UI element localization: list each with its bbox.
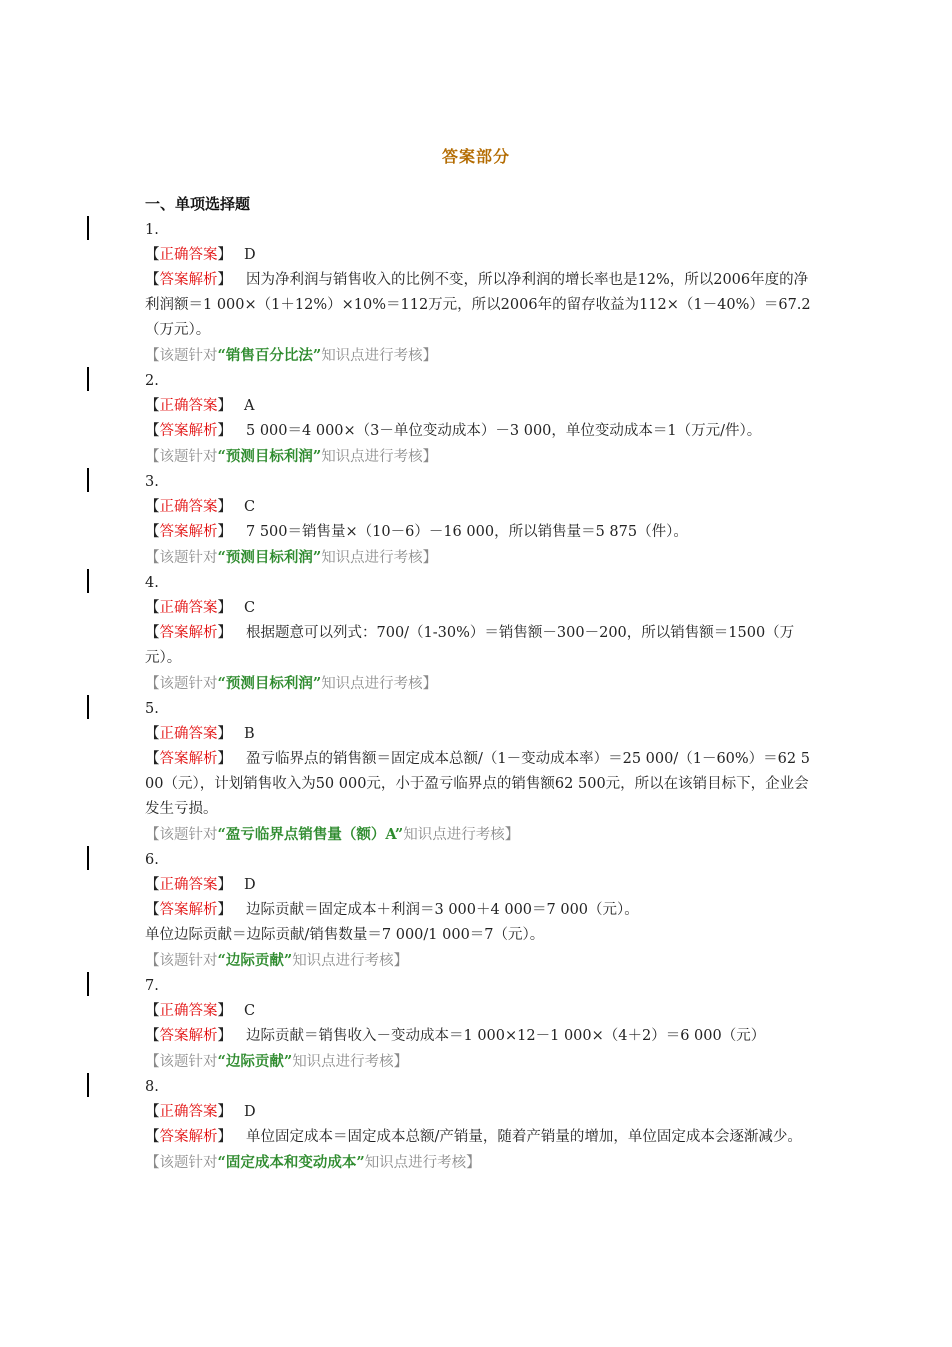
knowledge-point-name: “盈亏临界点销售量（额）A” [217,826,404,843]
analysis-label-close: 】 [217,902,232,918]
kp-prefix: 【该题针对 [145,1155,218,1171]
analysis-label: 答案解析 [159,423,218,439]
answer-line [145,394,813,419]
analysis-text: 因为净利润与销售收入的比例不变，所以净利润的增长率也是12%，所以2006年度的净利润额＝1 000×（1＋12%）×10%＝112万元，所以2006年的留存收益为112×（1－40%）＝67.2（万元）。 [145,272,811,338]
answer-label: 正确答案 [159,600,218,616]
answer-label: 正确答案 [159,877,218,893]
analysis-label-close: 】 [217,625,232,641]
question-list [145,218,813,1176]
knowledge-point-name: “固定成本和变动成本” [217,1154,365,1171]
analysis-label: 答案解析 [159,1028,218,1044]
kp-prefix: 【该题针对 [145,676,218,692]
analysis-line [145,520,813,545]
answer-value: C [244,600,256,616]
analysis-text: 5 000＝4 000×（3－单位变动成本）－3 000，单位变动成本＝1（万元/件）。 [246,423,762,439]
knowledge-point-line [145,822,813,848]
section-heading: 一、单项选择题 [145,195,251,213]
analysis-label-close: 】 [217,423,232,439]
answer-label-open: 【 [145,877,160,893]
answer-label: 正确答案 [159,398,218,414]
question-number: 3. [145,474,159,490]
revision-bar [87,468,89,492]
knowledge-point-line [145,1049,813,1075]
analysis-label: 答案解析 [159,524,218,540]
kp-suffix: 知识点进行考核】 [292,953,409,969]
revision-bar [87,367,89,391]
answer-label: 正确答案 [159,499,218,515]
knowledge-point-line [145,545,813,571]
answer-line [145,1100,813,1125]
knowledge-point-line [145,948,813,974]
analysis-line [145,268,813,343]
answer-value: C [244,1003,256,1019]
question-block [145,974,813,1075]
revision-bar [87,1073,89,1097]
kp-suffix: 知识点进行考核】 [321,449,438,465]
analysis-text: 边际贡献＝固定成本＋利润＝3 000＋4 000＝7 000（元）。 [246,902,639,918]
revision-bar [87,695,89,719]
answer-label-close: 】 [217,499,232,515]
analysis-text: 盈亏临界点的销售额＝固定成本总额/（1－变动成本率）＝25 000/（1－60%）＝62 500（元），计划销售收入为50 000元，小于盈亏临界点的销售额62 500元，所以在该销目标下，企业会发生亏损。 [145,751,810,817]
answer-label: 正确答案 [159,1003,218,1019]
analysis-label-open: 【 [145,272,160,288]
analysis-label: 答案解析 [159,272,218,288]
analysis-label-open: 【 [145,751,160,767]
answer-label-close: 】 [217,600,232,616]
kp-prefix: 【该题针对 [145,953,218,969]
answer-label-close: 】 [217,1104,232,1120]
analysis-line [145,898,813,923]
analysis-label-open: 【 [145,902,160,918]
answer-label-open: 【 [145,398,160,414]
knowledge-point-line [145,444,813,470]
answer-label-close: 】 [217,398,232,414]
analysis-text: 7 500＝销售量×（10－6）－16 000，所以销售量＝5 875（件）。 [246,524,688,540]
kp-prefix: 【该题针对 [145,449,218,465]
kp-prefix: 【该题针对 [145,827,218,843]
analysis-line [145,1125,813,1150]
answer-label-close: 】 [217,247,232,263]
knowledge-point-name: “预测目标利润” [217,675,322,692]
analysis-line [145,419,813,444]
revision-bar [87,216,89,240]
analysis-label-open: 【 [145,1028,160,1044]
question-number: 2. [145,373,159,389]
answer-label-open: 【 [145,499,160,515]
kp-prefix: 【该题针对 [145,1054,218,1070]
knowledge-point-line [145,343,813,369]
kp-suffix: 知识点进行考核】 [321,550,438,566]
knowledge-point-line [145,671,813,697]
analysis-label-close: 】 [217,524,232,540]
analysis-label-close: 】 [217,272,232,288]
question-number: 1. [145,222,159,238]
knowledge-point-line [145,1150,813,1176]
answer-value: D [244,1104,256,1120]
analysis-label-open: 【 [145,423,160,439]
answer-value: C [244,499,256,515]
analysis-label: 答案解析 [159,751,218,767]
question-block [145,369,813,470]
answer-label-close: 】 [217,726,232,742]
kp-suffix: 知识点进行考核】 [321,676,438,692]
analysis-label: 答案解析 [159,1129,218,1145]
answer-line [145,243,813,268]
analysis-label-open: 【 [145,1129,160,1145]
answer-value: D [244,247,256,263]
question-block [145,1075,813,1176]
answer-label-open: 【 [145,1003,160,1019]
analysis-label-close: 】 [217,1028,232,1044]
answer-value: D [244,877,256,893]
knowledge-point-name: “预测目标利润” [217,448,322,465]
answer-value: B [244,726,255,742]
question-number: 6. [145,852,159,868]
question-number: 4. [145,575,159,591]
page-title: 答案部分 [441,147,510,166]
analysis-line [145,621,813,671]
question-block [145,697,813,848]
kp-suffix: 知识点进行考核】 [321,348,438,364]
answer-label: 正确答案 [159,1104,218,1120]
analysis-label: 答案解析 [159,625,218,641]
question-number: 7. [145,978,159,994]
question-block [145,470,813,571]
answer-line [145,873,813,898]
answer-label-close: 】 [217,1003,232,1019]
analysis-text: 单位边际贡献＝边际贡献/销售数量＝7 000/1 000＝7（元）。 [145,927,545,943]
kp-suffix: 知识点进行考核】 [403,827,520,843]
question-block [145,571,813,697]
analysis-label-close: 】 [217,751,232,767]
analysis-text: 单位固定成本＝固定成本总额/产销量，随着产销量的增加，单位固定成本会逐渐减少。 [246,1129,802,1145]
answer-label-close: 】 [217,877,232,893]
analysis-label-open: 【 [145,524,160,540]
answer-label-open: 【 [145,726,160,742]
question-block [145,848,813,974]
knowledge-point-name: “预测目标利润” [217,549,322,566]
analysis-text: 根据题意可以列式：700/（1-30%）＝销售额－300－200，所以销售额＝1500（万元）。 [145,625,795,666]
question-block [145,218,813,369]
analysis-label-open: 【 [145,625,160,641]
answer-line [145,722,813,747]
question-number: 5. [145,701,159,717]
knowledge-point-name: “边际贡献” [217,1053,293,1070]
answer-label-open: 【 [145,247,160,263]
analysis-label-close: 】 [217,1129,232,1145]
answer-line [145,999,813,1024]
analysis-line [145,923,813,948]
answer-label: 正确答案 [159,247,218,263]
kp-suffix: 知识点进行考核】 [364,1155,481,1171]
knowledge-point-name: “销售百分比法” [217,347,322,364]
answer-label-open: 【 [145,1104,160,1120]
knowledge-point-name: “边际贡献” [217,952,293,969]
analysis-line [145,1024,813,1049]
question-number: 8. [145,1079,159,1095]
kp-prefix: 【该题针对 [145,550,218,566]
revision-bar [87,972,89,996]
answer-value: A [244,398,255,414]
answer-label-open: 【 [145,600,160,616]
answer-line [145,495,813,520]
kp-suffix: 知识点进行考核】 [292,1054,409,1070]
answer-line [145,596,813,621]
answer-label: 正确答案 [159,726,218,742]
analysis-line [145,747,813,822]
analysis-label: 答案解析 [159,902,218,918]
analysis-text: 边际贡献＝销售收入－变动成本＝1 000×12－1 000×（4＋2）＝6 000（元） [246,1028,766,1044]
revision-bar [87,846,89,870]
kp-prefix: 【该题针对 [145,348,218,364]
revision-bar [87,569,89,593]
